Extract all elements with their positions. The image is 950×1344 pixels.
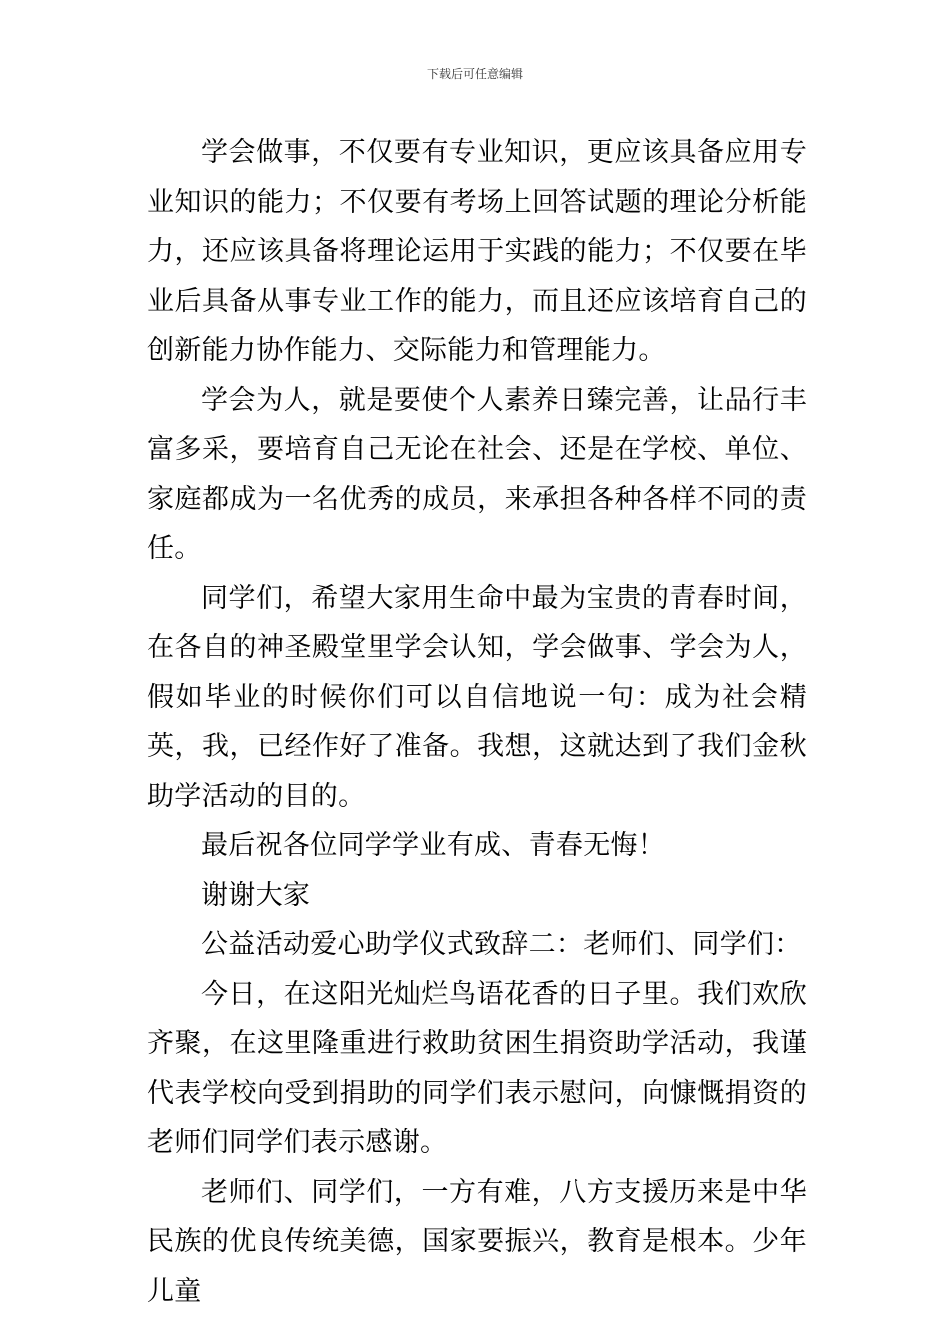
paragraph-students-hope: 同学们，希望大家用生命中最为宝贵的青春时间，在各自的神圣殿堂里学会认知，学会做事、学会为人，假如毕业的时候你们可以自信地说一句：成为社会精英，我，已经作好了准备。我想，这就达到了我们金秋助学活动的目的。 — [147, 582, 807, 812]
paragraph-learn-to-work: 学会做事，不仅要有专业知识，更应该具备应用专业知识的能力；不仅要有考场上回答试题的理论分析能力，还应该具备将理论运用于实践的能力；不仅要在毕业后具备从事专业工作的能力，而且还应该培育自己的创新能力协作能力、交际能力和管理能力。 — [147, 137, 807, 366]
paragraph-learn-to-be: 学会为人，就是要使个人素养日臻完善，让品行丰富多采，要培育自己无论在社会、还是在学校、单位、家庭都成为一名优秀的成员，来承担各种各样不同的责任。 — [147, 384, 807, 564]
paragraph-final-wishes: 最后祝各位同学学业有成、青春无悔！ — [201, 830, 666, 861]
paragraph-thanks: 谢谢大家 — [201, 879, 311, 911]
page-header: 下载后可任意编辑 — [426, 67, 523, 81]
paragraph-speech-two-title: 公益活动爱心助学仪式致辞二：老师们、同学们： — [201, 929, 802, 960]
paragraph-teachers-students: 老师们、同学们，一方有难，八方支援历来是中华民族的优良传统美德，国家要振兴，教育是根本。少年儿童 — [147, 1176, 807, 1307]
paragraph-today: 今日，在这阳光灿烂鸟语花香的日子里。我们欢欣齐聚，在这里隆重进行救助贫困生捐资助学活动，我谨代表学校向受到捐助的同学们表示慰问，向慷慨捐资的老师们同学们表示感谢。 — [147, 978, 807, 1158]
document-body — [147, 128, 807, 1316]
